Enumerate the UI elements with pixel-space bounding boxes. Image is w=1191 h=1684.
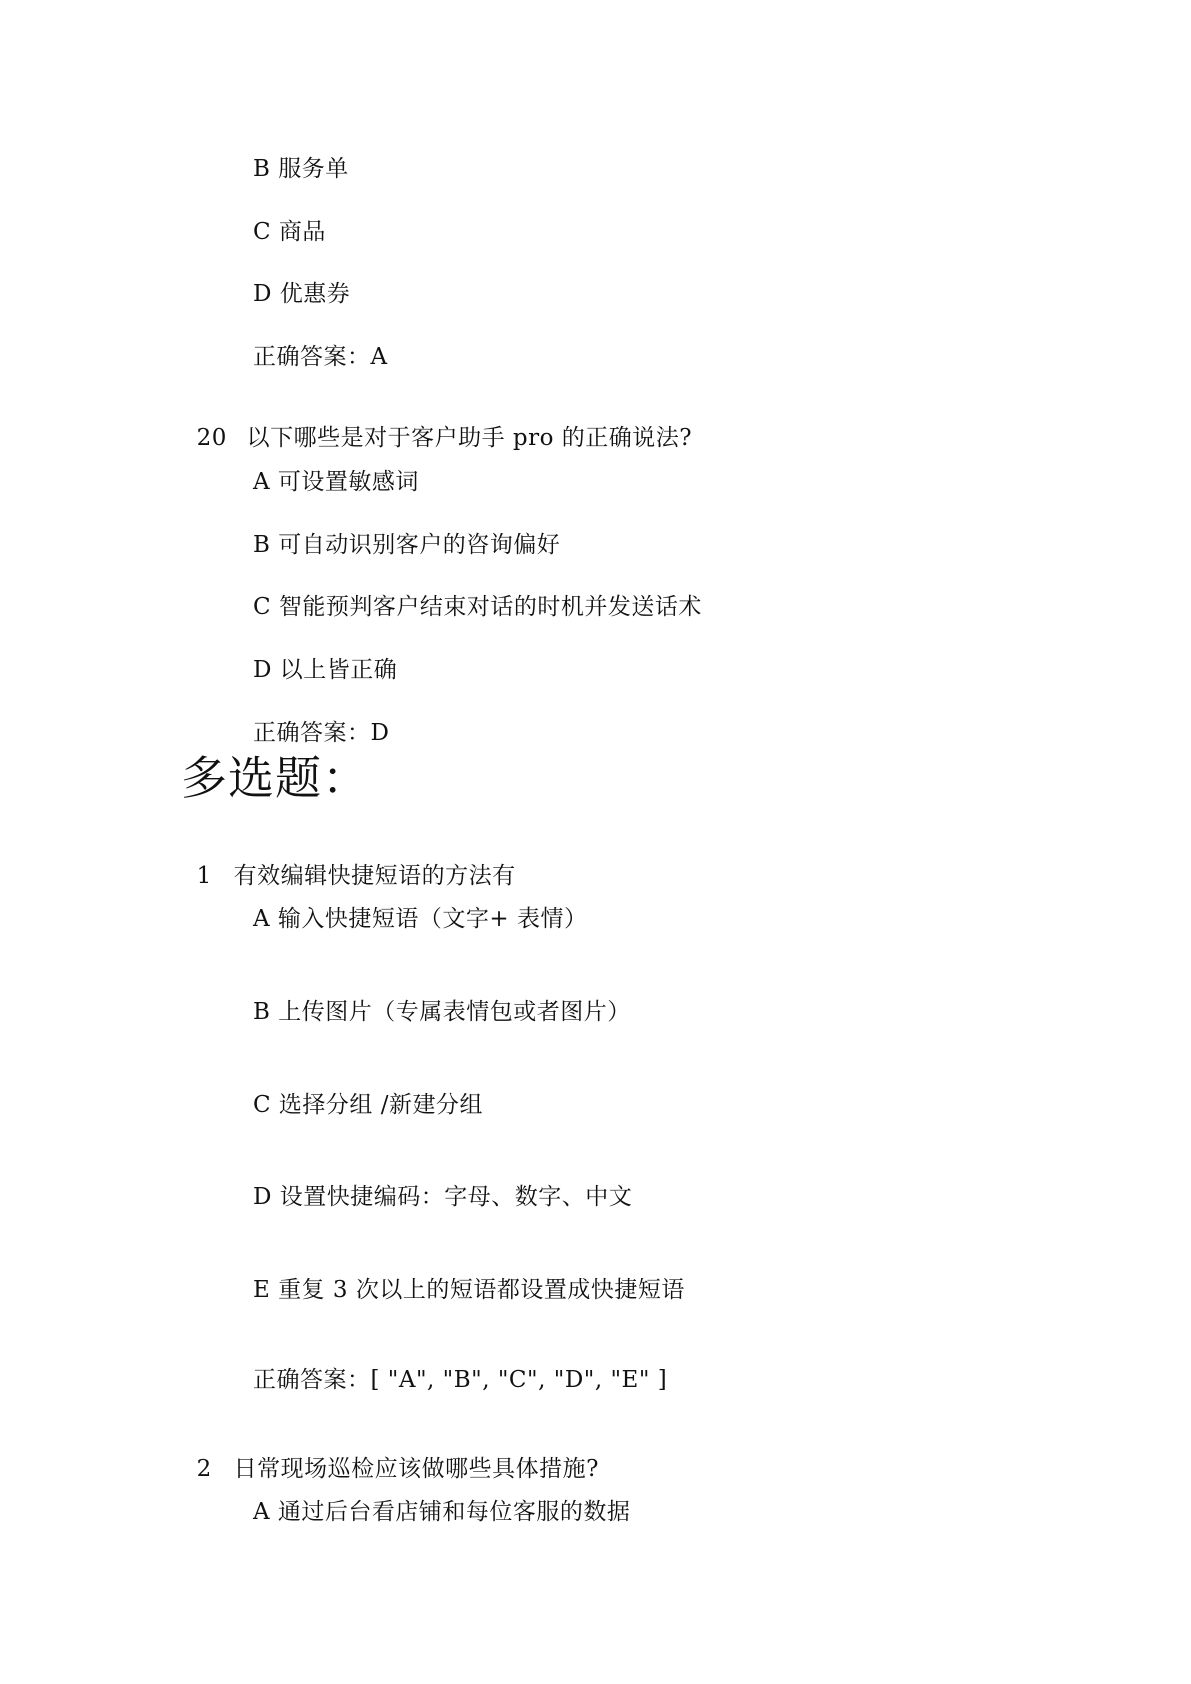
option-a: A 通过后台看店铺和每位客服的数据 <box>253 1499 631 1525</box>
question-1 <box>181 831 516 891</box>
option-d: D 优惠券 <box>253 281 351 307</box>
question-text: 有效编辑快捷短语的方法有 <box>233 863 516 889</box>
section-title: 多选题： <box>181 751 369 805</box>
correct-answer: 正确答案：A <box>253 344 388 370</box>
option-c: C 商品 <box>253 219 326 245</box>
option-b: B 可自动识别客户的咨询偏好 <box>253 532 561 558</box>
question-number: 2 <box>196 1456 212 1482</box>
question-number: 20 <box>196 425 227 451</box>
question-text: 日常现场巡检应该做哪些具体措施? <box>233 1456 599 1482</box>
question-2 <box>181 1424 599 1484</box>
option-e: E 重复 3 次以上的短语都设置成快捷短语 <box>253 1277 685 1303</box>
option-c: C 选择分组 /新建分组 <box>253 1092 483 1118</box>
question-number: 1 <box>196 863 212 889</box>
option-a: A 输入快捷短语（文字+ 表情） <box>253 906 588 932</box>
option-d: D 设置快捷编码：字母、数字、中文 <box>253 1184 633 1210</box>
option-b: B 服务单 <box>253 156 349 182</box>
option-a: A 可设置敏感词 <box>253 469 419 495</box>
question-20 <box>181 393 692 453</box>
option-c: C 智能预判客户结束对话的时机并发送话术 <box>253 594 702 620</box>
question-text: 以下哪些是对于客户助手 pro 的正确说法? <box>246 425 693 451</box>
option-b: B 上传图片（专属表情包或者图片） <box>253 999 631 1025</box>
option-d: D 以上皆正确 <box>253 657 398 683</box>
correct-answer: 正确答案：[ "A", "B", "C", "D", "E" ] <box>253 1367 668 1393</box>
correct-answer: 正确答案：D <box>253 720 390 746</box>
